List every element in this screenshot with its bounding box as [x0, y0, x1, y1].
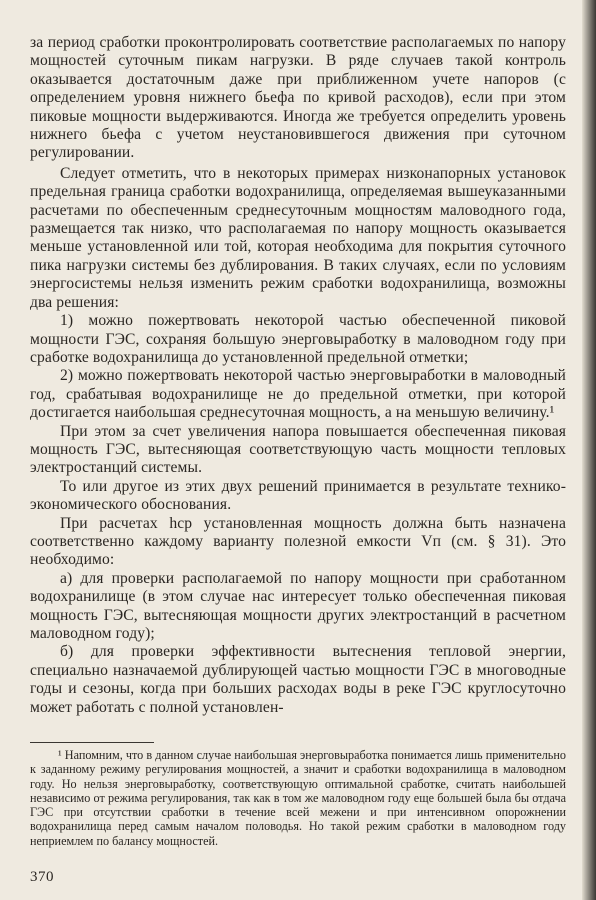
main-text: [30, 34, 566, 717]
paragraph-feasibility: То или другое из этих двух решений принимается в результате технико-экономического обоснования.: [30, 477, 566, 514]
footnote-divider: [30, 742, 154, 743]
footnote-area: [30, 748, 566, 848]
paragraph-solution-1: 1) можно пожертвовать некоторой частью обеспеченной пиковой мощности ГЭС, сохраняя большую энерговыработку в маловодном году при сработке водохранилища до установленной предельной отметки;: [30, 312, 566, 366]
paragraph-head-increase: При этом за счет увеличения напора повышается обеспеченная пиковая мощность ГЭС, вытесняющая соответствующую часть мощности тепловых электростанций системы.: [30, 422, 566, 477]
footnote: ¹ Напомним, что в данном случае наибольшая энерговыработка понимается лишь применительно к заданному режиму регулирования мощностей, а значит и сработки водохранилища в маловодном году. Но нельзя энерговыработку, соответствующую оптимальной сработке, считать наибольшей независимо от режима регулирования, так как в том же маловодном году еще большей была бы отдача ГЭС при отсутствии сработки в течение всей межени и при интенсивном опорожнении водохранилища перед самым началом половодья. Но такой режим сработки в маловодном году неприемлем по балансу мощностей.: [30, 748, 566, 848]
page-edge-shadow: [582, 0, 596, 900]
paragraph-installed-capacity: При расчетах hср установленная мощность должна быть назначена соответственно каждому варианту полезной емкости Vп (см. § 31). Это необходимо:: [30, 514, 566, 569]
paragraph-low-head-plants: Следует отметить, что в некоторых примерах низконапорных установок предельная граница сработки водохранилища, определяемая вышеуказанными расчетами по обеспеченным среднесуточным мощностям маловодного года, размещается так низко, что располагаемая по напору мощность оказывается меньше установленной или той, которая необходима для покрытия суточного пика нагрузки системы без дублирования. В таких случаях, если по условиям энергосистемы нельзя изменить режим сработки водохранилища, возможны два решения:: [30, 164, 566, 311]
paragraph-continued: за период сработки проконтролировать соответствие располагаемых по напору мощностей суточным пикам нагрузки. В ряде случаев такой контроль оказывается достаточным даже при приближенном учете напоров (с определением уровня нижнего бьефа по кривой расходов), если при этом пиковые мощности выдерживаются. Иногда же требуется определить уровень нижнего бьефа с учетом неустановившегося движения при суточном регулировании.: [30, 34, 566, 162]
page-number: 370: [30, 869, 54, 885]
paragraph-solution-2: 2) можно пожертвовать некоторой частью энерговыработки в маловодный год, срабатывая водохранилище не до предельной отметки, при которой достигается наибольшая среднесуточная мощность, а на меньшую величину.¹: [30, 367, 566, 422]
paragraph-item-a: а) для проверки располагаемой по напору мощности при сработанном водохранилище (в этом случае нас интересует только обеспеченная пиковая мощность ГЭС, вытесняющая мощности других электростанций в расчетном маловодном году);: [30, 569, 566, 642]
paragraph-item-b: б) для проверки эффективности вытеснения тепловой энергии, специально назначаемой дублирующей частью мощности ГЭС в многоводные годы и сезоны, когда при больших расходах воды в реке ГЭС круглосуточно может работать с полной установлен-: [30, 643, 566, 716]
